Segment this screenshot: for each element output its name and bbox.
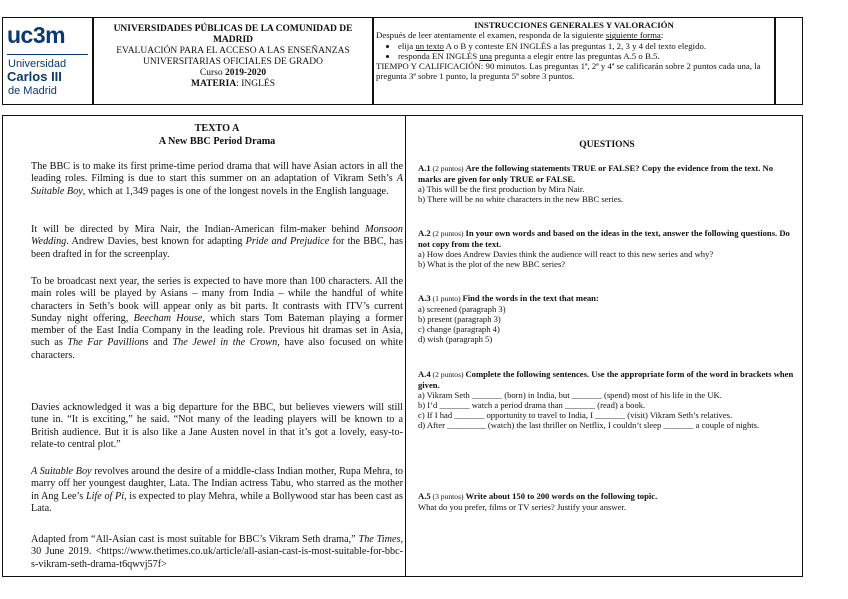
bullet-underlined: una [479, 50, 493, 61]
q-number: A.3 [418, 293, 431, 303]
paragraph-2 [31, 224, 403, 261]
p3-italic: Beecham House [133, 312, 203, 324]
intro-underlined: siguiente forma [605, 30, 661, 41]
p2-italic-2: Pride and Prejudice [245, 236, 330, 248]
source-citation [31, 534, 403, 571]
q-item: a) screened (paragraph 3) [418, 304, 506, 315]
q-item: b) I’d _______ watch a period drama than _______ (read) a book. [418, 400, 646, 411]
instructions-title: INSTRUCCIONES GENERALES Y VALORACIÓN [474, 20, 674, 30]
p3-text: To be broadcast next year, the series is expected to have more than 100 characters. All the main roles will be played by Asians – many from India – while the handful of white characters in Seth’s book will appear only as bit parts. It contrasts with ITV’s current Sunday night offering, [31, 276, 403, 324]
q-points: (2 puntos) [430, 229, 466, 238]
p3-italic-3: The Jewel in the Crown [172, 337, 278, 349]
q-points: (3 puntos) [430, 492, 466, 501]
text-label: TEXTO A [194, 123, 240, 134]
subject-value: : INGLÉS [236, 79, 275, 89]
university-logo [2, 17, 93, 105]
q-number: A.5 [418, 491, 431, 501]
q-number: A.4 [418, 369, 431, 379]
p3-italic-2: The Far Pavillions [67, 337, 149, 349]
bullet-underlined: un texto [415, 40, 444, 51]
questions-title: QUESTIONS [579, 140, 635, 150]
q-number: A.1 [418, 163, 431, 173]
intro-text: Después de leer atentamente el examen, responda de la siguiente [376, 30, 606, 41]
instructions [376, 20, 772, 82]
course-label: Curso [199, 68, 225, 78]
question-a2 [418, 228, 796, 269]
q-item: a) This will be the first production by Mira Nair. [418, 184, 585, 195]
instructions-box [373, 17, 775, 105]
question-a3 [418, 293, 796, 344]
university-name: UNIVERSIDADES PÚBLICAS DE LA COMUNIDAD DE MADRID [113, 24, 353, 45]
paragraph-3 [31, 276, 403, 362]
q-stem: In your own words and based on the ideas in the text, answer the following questions. Do not copy from the text. [418, 228, 790, 250]
p5-text-end: , is expected to play Mehra, while a Bollywood star has been cast as Lata. [31, 490, 404, 514]
questions-panel [406, 115, 803, 577]
instruction-item [398, 51, 772, 61]
subject-line [98, 79, 368, 90]
q-item: b) What is the plot of the new BBC series? [418, 259, 566, 270]
bullet-text: pregunta a elegir entre las preguntas A.5 o B.5. [492, 50, 660, 61]
q-item: d) After _________ (watch) the last thriller on Netflix, I couldn’t sleep _______ a couple of nights. [418, 420, 760, 431]
p5-italic-2: Life of Pi [85, 490, 125, 502]
intro-colon: : [660, 30, 664, 41]
logo-line-3: de Madrid [8, 85, 57, 97]
paragraph-4: Davies acknowledged it was a big departure for the BBC, but believes viewers will still tune in. “It is exciting,” he said. “Not many of the leading players will be known to a British audience. But it is also like a Jane Austen novel in that it’s got a lovely, easy-to-relate-to central plot.” [31, 402, 403, 450]
q-item: c) If I had _______ opportunity to travel to India, I _______ (visit) Vikram Seth’s relatives. [418, 410, 733, 421]
q-points: (1 punto) [430, 294, 463, 303]
p1-text-end: , which at 1,349 pages is one of the longest novels in the English language. [82, 185, 389, 197]
text-title: A New BBC Period Drama [158, 136, 276, 147]
logo-divider [7, 54, 88, 55]
question-a1 [418, 163, 796, 204]
source-text-end: , 30 June 2019. <https://www.thetimes.co.uk/article/all-asian-cast-is-most-suitable-for-bbc-s-vikram-seth-drama-t6qwvj57f> [31, 534, 403, 570]
course-line [98, 68, 368, 79]
source-text: Adapted from “All-Asian cast is most suitable for BBC’s Vikram Seth drama,” [31, 534, 359, 545]
q-stem: Complete the following sentences. Use the appropriate form of the word in brackets when given. [418, 369, 794, 391]
subject-label: MATERIA [190, 79, 237, 89]
q-item: a) How does Andrew Davies think the audience will react to this new series and why? [418, 249, 714, 260]
q-stem: Are the following statements TRUE or FALSE? Copy the evidence from the text. No marks are given for only TRUE or FALSE. [418, 163, 774, 185]
university-info [98, 24, 368, 90]
exam-header [2, 17, 803, 105]
q-item: b) present (paragraph 3) [418, 314, 501, 325]
instructions-list [376, 41, 772, 62]
bullet-text: elija [398, 40, 416, 51]
question-a5 [418, 491, 796, 512]
q-item: a) Vikram Seth _______ (born) in India, but _______ (spend) most of his life in the UK. [418, 390, 722, 401]
p5-italic: A Suitable Boy [31, 466, 92, 477]
paragraph-5 [31, 466, 403, 515]
q-prompt: What do you prefer, films or TV series? Justify your answer. [418, 502, 626, 513]
university-info-box [93, 17, 373, 105]
q-item: b) There will be no white characters in the new BBC series. [418, 194, 624, 205]
bullet-text: responda EN INGLÉS [398, 50, 480, 61]
p1-italic: A Suitable Boy [31, 173, 403, 197]
q-points: (2 puntos) [430, 370, 466, 379]
bullet-text: A o B y conteste EN INGLÉS a las preguntas 1, 2, 3 y 4 del texto elegido. [443, 40, 707, 51]
logo-line-2: Carlos III [7, 69, 62, 84]
p5-text: revolves around the desire of a middle-class Indian mother, Rupa Mehra, to marry off her youngest daughter, Lata. The Indian actress Tabu, who starred as the mother in Ang Lee’s [31, 466, 403, 502]
paragraph-1 [31, 161, 403, 198]
question-a4 [418, 369, 796, 431]
source-italic: The Times [358, 534, 401, 545]
text-panel [2, 115, 406, 577]
blank-box [775, 17, 803, 105]
q-item: d) wish (paragraph 5) [418, 334, 493, 345]
logo-line-1: Universidad [8, 58, 67, 70]
p3-text-mid: , which stars Tom Bateman playing a former member of the East India Company in the leading role. Previous hit dramas set in Asia, such as [31, 312, 403, 349]
p3-text-and: and [148, 337, 173, 349]
p2-text-mid: . Andrew Davies, best known for adapting [66, 236, 246, 248]
q-item: c) change (paragraph 4) [418, 324, 500, 335]
timing-text: TIEMPO Y CALIFICACIÓN: 90 minutos. Las preguntas 1ª, 2ª y 4ª se calificarán sobre 2 puntos cada una, la pregunta 3ª sobre 1 punto, la pregunta 5ª sobre 3 puntos. [376, 61, 761, 82]
exam-name: EVALUACIÓN PARA EL ACCESO A LAS ENSEÑANZAS UNIVERSITARIAS OFICIALES DE GRADO [116, 46, 350, 67]
p2-text: It will be directed by Mira Nair, the Indian-American film-maker behind [31, 224, 366, 235]
instruction-item [398, 41, 772, 51]
q-stem: Find the words in the text that mean: [462, 293, 599, 303]
q-stem: Write about 150 to 200 words on the following topic. [465, 491, 658, 501]
course-value: 2019-2020 [224, 68, 267, 78]
q-points: (2 puntos) [430, 164, 466, 173]
instructions-intro [376, 30, 772, 40]
p2-italic: Monsoon Wedding [31, 224, 403, 248]
logo-brand: uc3m [7, 22, 66, 48]
q-number: A.2 [418, 228, 431, 238]
p1-text: The BBC is to make its first prime-time period drama that will have Asian actors in all the leading roles. Filming is due to start this summer on an adaptation of Vikram Seth’s [31, 161, 403, 185]
p3-text-end: , have also focused on white characters. [31, 337, 403, 361]
p2-text-end: for the BBC, has been drafted in for the screenplay. [31, 236, 403, 260]
